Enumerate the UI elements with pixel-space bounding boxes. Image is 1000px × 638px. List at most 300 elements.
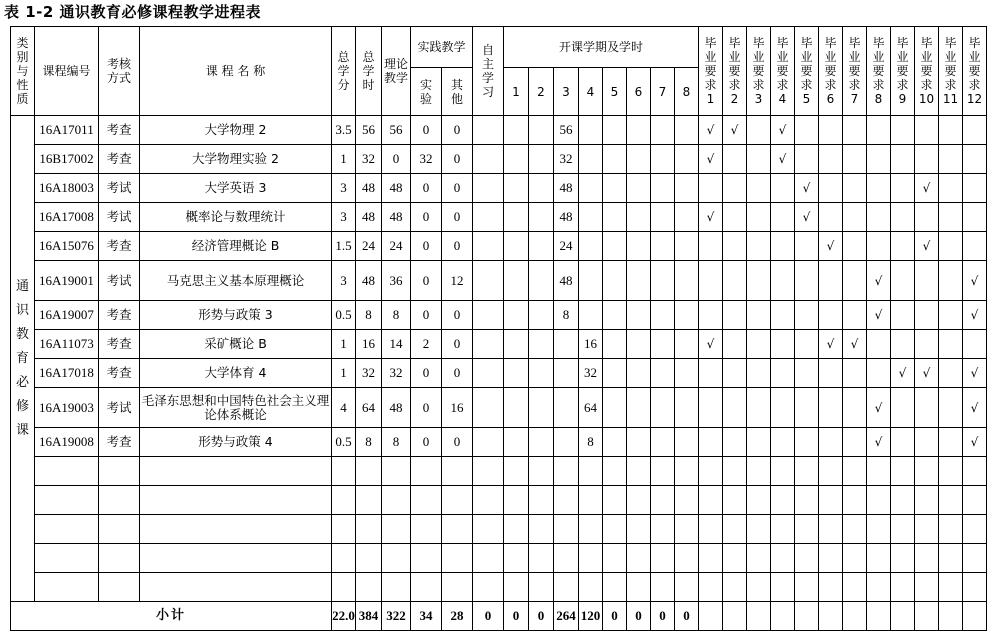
header-category <box>11 27 35 116</box>
empty-cell <box>35 457 99 486</box>
subtotal-semester-6: 0 <box>627 602 651 631</box>
header-requirement-12 <box>963 27 987 116</box>
semester-1-hours <box>504 232 529 261</box>
requirement-2-check: √ <box>723 116 747 145</box>
semester-5-hours <box>603 261 627 301</box>
self-study-hours <box>473 301 504 330</box>
header-semester-7: 7 <box>651 68 675 116</box>
header-total-credit <box>332 27 356 116</box>
empty-cell <box>891 515 915 544</box>
empty-cell <box>504 457 529 486</box>
empty-cell <box>356 457 382 486</box>
semester-6-hours <box>627 116 651 145</box>
requirement-6-check <box>819 174 843 203</box>
empty-cell <box>939 515 963 544</box>
semester-1-hours <box>504 116 529 145</box>
requirement-9-check <box>891 261 915 301</box>
requirement-number: 5 <box>802 92 811 106</box>
empty-cell <box>675 544 699 573</box>
semester-3-hours: 24 <box>554 232 579 261</box>
requirement-number: 11 <box>942 92 959 106</box>
requirement-10-check <box>915 388 939 428</box>
empty-cell <box>795 486 819 515</box>
requirement-12-check <box>963 232 987 261</box>
empty-cell <box>35 573 99 602</box>
empty-cell <box>675 486 699 515</box>
empty-cell <box>915 486 939 515</box>
requirement-2-check <box>723 359 747 388</box>
requirement-number: 3 <box>754 92 763 106</box>
requirement-3-check <box>747 428 771 457</box>
empty-cell <box>939 457 963 486</box>
semester-4-hours <box>579 301 603 330</box>
semester-6-hours <box>627 203 651 232</box>
requirement-4-check <box>771 301 795 330</box>
table-row <box>11 261 987 301</box>
empty-cell <box>411 457 442 486</box>
requirement-prefix: 毕业要求 <box>896 36 909 92</box>
semester-3-hours: 48 <box>554 261 579 301</box>
requirement-8-check: √ <box>867 261 891 301</box>
subtotal-requirement-7 <box>843 602 867 631</box>
header-requirement-9 <box>891 27 915 116</box>
header-semester-5: 5 <box>603 68 627 116</box>
semester-5-hours <box>603 174 627 203</box>
requirement-9-check <box>891 232 915 261</box>
semester-2-hours <box>529 232 554 261</box>
subtotal-other: 28 <box>442 602 473 631</box>
requirement-4-check: √ <box>771 116 795 145</box>
requirement-3-check <box>747 330 771 359</box>
self-study-hours <box>473 261 504 301</box>
empty-cell <box>939 486 963 515</box>
header-requirement-1 <box>699 27 723 116</box>
course-name: 大学物理实验 2 <box>140 145 332 174</box>
requirement-number: 4 <box>778 92 787 106</box>
total-hours: 8 <box>356 301 382 330</box>
lab-hours: 0 <box>411 301 442 330</box>
empty-cell <box>554 573 579 602</box>
empty-cell <box>915 515 939 544</box>
semester-1-hours <box>504 145 529 174</box>
lab-hours: 0 <box>411 261 442 301</box>
requirement-5-check <box>795 145 819 174</box>
requirement-9-check <box>891 174 915 203</box>
requirement-10-check <box>915 145 939 174</box>
requirement-prefix: 毕业要求 <box>824 36 837 92</box>
requirement-6-check <box>819 261 843 301</box>
requirement-10-check <box>915 261 939 301</box>
requirement-11-check <box>939 116 963 145</box>
semester-5-hours <box>603 232 627 261</box>
header-requirement-11 <box>939 27 963 116</box>
course-code: 16A17008 <box>35 203 99 232</box>
other-hours: 0 <box>442 428 473 457</box>
self-study-hours <box>473 428 504 457</box>
course-name: 概率论与数理统计 <box>140 203 332 232</box>
header-semester-3: 3 <box>554 68 579 116</box>
empty-cell <box>529 573 554 602</box>
requirement-11-check <box>939 203 963 232</box>
requirement-6-check <box>819 301 843 330</box>
empty-cell <box>651 544 675 573</box>
header-row-1 <box>11 27 987 68</box>
requirement-1-check <box>699 359 723 388</box>
semester-2-hours <box>529 203 554 232</box>
empty-cell <box>529 515 554 544</box>
self-study-hours <box>473 359 504 388</box>
exam-mode: 考查 <box>99 359 140 388</box>
empty-cell <box>473 573 504 602</box>
empty-cell <box>963 573 987 602</box>
semester-8-hours <box>675 428 699 457</box>
empty-cell <box>382 544 411 573</box>
header-semester-8: 8 <box>675 68 699 116</box>
empty-cell <box>963 544 987 573</box>
other-hours: 0 <box>442 232 473 261</box>
header-requirement-3 <box>747 27 771 116</box>
total-credit: 0.5 <box>332 428 356 457</box>
requirement-12-check: √ <box>963 388 987 428</box>
requirement-12-check <box>963 116 987 145</box>
semester-4-hours <box>579 261 603 301</box>
requirement-prefix: 毕业要求 <box>920 36 933 92</box>
course-code: 16A11073 <box>35 330 99 359</box>
semester-8-hours <box>675 301 699 330</box>
requirement-2-check <box>723 174 747 203</box>
header-semester-1: 1 <box>504 68 529 116</box>
empty-cell <box>411 486 442 515</box>
empty-cell <box>554 457 579 486</box>
empty-cell <box>332 457 356 486</box>
empty-cell <box>915 573 939 602</box>
theory-hours: 8 <box>382 428 411 457</box>
requirement-6-check <box>819 428 843 457</box>
requirement-6-check <box>819 145 843 174</box>
category-label: 通识教育必修课 <box>15 278 29 438</box>
exam-mode: 考查 <box>99 301 140 330</box>
empty-cell <box>442 573 473 602</box>
subtotal-requirement-10 <box>915 602 939 631</box>
requirement-5-check <box>795 232 819 261</box>
semester-2-hours <box>529 261 554 301</box>
course-code: 16B17002 <box>35 145 99 174</box>
semester-8-hours <box>675 116 699 145</box>
semester-2-hours <box>529 388 554 428</box>
empty-cell <box>442 457 473 486</box>
requirement-9-check <box>891 203 915 232</box>
requirement-number: 9 <box>898 92 907 106</box>
exam-mode: 考试 <box>99 388 140 428</box>
theory-hours: 36 <box>382 261 411 301</box>
requirement-7-check <box>843 174 867 203</box>
semester-1-hours <box>504 174 529 203</box>
subtotal-requirement-8 <box>867 602 891 631</box>
requirement-8-check: √ <box>867 301 891 330</box>
header-semester-6: 6 <box>627 68 651 116</box>
empty-cell <box>723 515 747 544</box>
self-study-hours <box>473 116 504 145</box>
lab-hours: 0 <box>411 174 442 203</box>
subtotal-lab: 34 <box>411 602 442 631</box>
empty-cell <box>627 457 651 486</box>
empty-cell <box>699 457 723 486</box>
empty-cell <box>504 573 529 602</box>
empty-cell <box>867 573 891 602</box>
empty-row <box>11 486 987 515</box>
semester-7-hours <box>651 261 675 301</box>
requirement-prefix: 毕业要求 <box>776 36 789 92</box>
empty-cell <box>442 515 473 544</box>
requirement-9-check <box>891 388 915 428</box>
requirement-12-check: √ <box>963 301 987 330</box>
empty-cell <box>963 486 987 515</box>
empty-cell <box>891 486 915 515</box>
subtotal-requirement-12 <box>963 602 987 631</box>
course-name: 大学物理 2 <box>140 116 332 145</box>
semester-3-hours <box>554 428 579 457</box>
empty-cell <box>579 544 603 573</box>
empty-cell <box>603 573 627 602</box>
semester-8-hours <box>675 388 699 428</box>
empty-cell <box>699 573 723 602</box>
requirement-prefix: 毕业要求 <box>848 36 861 92</box>
table-row <box>11 116 987 145</box>
total-credit: 3 <box>332 203 356 232</box>
empty-cell <box>843 457 867 486</box>
semester-2-hours <box>529 116 554 145</box>
empty-cell <box>99 515 140 544</box>
course-name: 马克思主义基本原理概论 <box>140 261 332 301</box>
header-semester-4: 4 <box>579 68 603 116</box>
empty-cell <box>382 573 411 602</box>
total-hours: 48 <box>356 174 382 203</box>
subtotal-requirement-2 <box>723 602 747 631</box>
other-hours: 0 <box>442 145 473 174</box>
empty-cell <box>140 573 332 602</box>
requirement-8-check <box>867 145 891 174</box>
empty-cell <box>651 515 675 544</box>
empty-cell <box>35 515 99 544</box>
total-credit: 3.5 <box>332 116 356 145</box>
semester-7-hours <box>651 145 675 174</box>
semester-8-hours <box>675 330 699 359</box>
lab-hours: 0 <box>411 428 442 457</box>
table-row <box>11 330 987 359</box>
semester-6-hours <box>627 232 651 261</box>
empty-cell <box>382 457 411 486</box>
requirement-number: 7 <box>850 92 859 106</box>
requirement-1-check: √ <box>699 203 723 232</box>
empty-cell <box>603 515 627 544</box>
requirement-11-check <box>939 301 963 330</box>
semester-4-hours <box>579 174 603 203</box>
empty-cell <box>356 573 382 602</box>
total-credit: 0.5 <box>332 301 356 330</box>
total-hours: 8 <box>356 428 382 457</box>
other-hours: 0 <box>442 116 473 145</box>
requirement-number: 1 <box>706 92 715 106</box>
theory-hours: 24 <box>382 232 411 261</box>
empty-cell <box>529 486 554 515</box>
requirement-4-check: √ <box>771 145 795 174</box>
requirement-11-check <box>939 359 963 388</box>
requirement-7-check <box>843 116 867 145</box>
semester-7-hours <box>651 359 675 388</box>
empty-row <box>11 457 987 486</box>
requirement-11-check <box>939 145 963 174</box>
requirement-number: 12 <box>966 92 983 106</box>
total-hours: 16 <box>356 330 382 359</box>
header-requirement-7 <box>843 27 867 116</box>
requirement-10-check <box>915 116 939 145</box>
requirement-12-check <box>963 330 987 359</box>
semester-7-hours <box>651 116 675 145</box>
semester-3-hours <box>554 330 579 359</box>
empty-cell <box>473 457 504 486</box>
course-name: 形势与政策 4 <box>140 428 332 457</box>
empty-cell <box>867 457 891 486</box>
subtotal-theory: 322 <box>382 602 411 631</box>
header-total-hours-label: 总学时 <box>362 50 375 92</box>
empty-cell <box>891 573 915 602</box>
course-name: 大学体育 4 <box>140 359 332 388</box>
requirement-12-check: √ <box>963 261 987 301</box>
requirement-4-check <box>771 174 795 203</box>
semester-5-hours <box>603 428 627 457</box>
semester-8-hours <box>675 203 699 232</box>
header-requirement-4 <box>771 27 795 116</box>
empty-cell <box>356 486 382 515</box>
empty-cell <box>651 573 675 602</box>
course-name: 形势与政策 3 <box>140 301 332 330</box>
lab-hours: 2 <box>411 330 442 359</box>
total-credit: 1 <box>332 359 356 388</box>
requirement-prefix: 毕业要求 <box>728 36 741 92</box>
semester-5-hours <box>603 203 627 232</box>
semester-8-hours <box>675 359 699 388</box>
requirement-7-check <box>843 261 867 301</box>
requirement-prefix: 毕业要求 <box>800 36 813 92</box>
empty-cell <box>627 573 651 602</box>
subtotal-requirement-1 <box>699 602 723 631</box>
empty-cell <box>579 515 603 544</box>
semester-7-hours <box>651 428 675 457</box>
subtotal-label: 小计 <box>11 602 332 631</box>
semester-7-hours <box>651 174 675 203</box>
subtotal-requirement-9 <box>891 602 915 631</box>
semester-6-hours <box>627 174 651 203</box>
header-practice: 实践教学 <box>411 27 473 68</box>
semester-1-hours <box>504 388 529 428</box>
exam-mode: 考试 <box>99 174 140 203</box>
total-credit: 1.5 <box>332 232 356 261</box>
total-hours: 48 <box>356 261 382 301</box>
subtotal-self-study: 0 <box>473 602 504 631</box>
empty-cell <box>473 486 504 515</box>
empty-cell <box>504 486 529 515</box>
empty-cell <box>442 544 473 573</box>
course-code: 16A15076 <box>35 232 99 261</box>
semester-8-hours <box>675 145 699 174</box>
requirement-11-check <box>939 261 963 301</box>
requirement-4-check <box>771 232 795 261</box>
empty-cell <box>747 515 771 544</box>
requirement-5-check: √ <box>795 203 819 232</box>
semester-5-hours <box>603 388 627 428</box>
requirement-10-check <box>915 203 939 232</box>
theory-hours: 48 <box>382 388 411 428</box>
empty-cell <box>939 544 963 573</box>
header-theory <box>382 27 411 116</box>
semester-6-hours <box>627 145 651 174</box>
semester-1-hours <box>504 301 529 330</box>
subtotal-credit: 22.0 <box>332 602 356 631</box>
table-row <box>11 388 987 428</box>
subtotal-semester-7: 0 <box>651 602 675 631</box>
semester-7-hours <box>651 203 675 232</box>
requirement-2-check <box>723 428 747 457</box>
empty-cell <box>382 515 411 544</box>
requirement-2-check <box>723 261 747 301</box>
requirement-9-check <box>891 301 915 330</box>
semester-4-hours <box>579 116 603 145</box>
requirement-7-check <box>843 359 867 388</box>
empty-cell <box>529 544 554 573</box>
requirement-7-check: √ <box>843 330 867 359</box>
requirement-9-check <box>891 428 915 457</box>
semester-3-hours <box>554 388 579 428</box>
semester-4-hours <box>579 145 603 174</box>
empty-cell <box>771 457 795 486</box>
empty-cell <box>35 544 99 573</box>
subtotal-semester-4: 120 <box>579 602 603 631</box>
header-semester-2: 2 <box>529 68 554 116</box>
semester-4-hours: 16 <box>579 330 603 359</box>
semester-3-hours: 32 <box>554 145 579 174</box>
subtotal-semester-3: 264 <box>554 602 579 631</box>
requirement-2-check <box>723 232 747 261</box>
empty-cell <box>627 515 651 544</box>
self-study-hours <box>473 388 504 428</box>
requirement-11-check <box>939 174 963 203</box>
requirement-1-check: √ <box>699 116 723 145</box>
requirement-9-check <box>891 116 915 145</box>
semester-4-hours: 32 <box>579 359 603 388</box>
semester-3-hours: 8 <box>554 301 579 330</box>
header-requirement-8 <box>867 27 891 116</box>
semester-4-hours: 8 <box>579 428 603 457</box>
requirement-12-check: √ <box>963 359 987 388</box>
course-code: 16A19003 <box>35 388 99 428</box>
subtotal-semester-2: 0 <box>529 602 554 631</box>
semester-5-hours <box>603 330 627 359</box>
semester-3-hours: 48 <box>554 203 579 232</box>
requirement-8-check <box>867 203 891 232</box>
header-semesters: 开课学期及学时 <box>504 27 699 68</box>
requirement-1-check <box>699 174 723 203</box>
other-hours: 0 <box>442 174 473 203</box>
table-row <box>11 301 987 330</box>
exam-mode: 考查 <box>99 232 140 261</box>
header-requirement-2 <box>723 27 747 116</box>
semester-5-hours <box>603 359 627 388</box>
empty-cell <box>554 515 579 544</box>
requirement-5-check <box>795 388 819 428</box>
table-title: 表 1-2 通识教育必修课程教学进程表 <box>4 3 262 21</box>
semester-2-hours <box>529 301 554 330</box>
semester-6-hours <box>627 428 651 457</box>
